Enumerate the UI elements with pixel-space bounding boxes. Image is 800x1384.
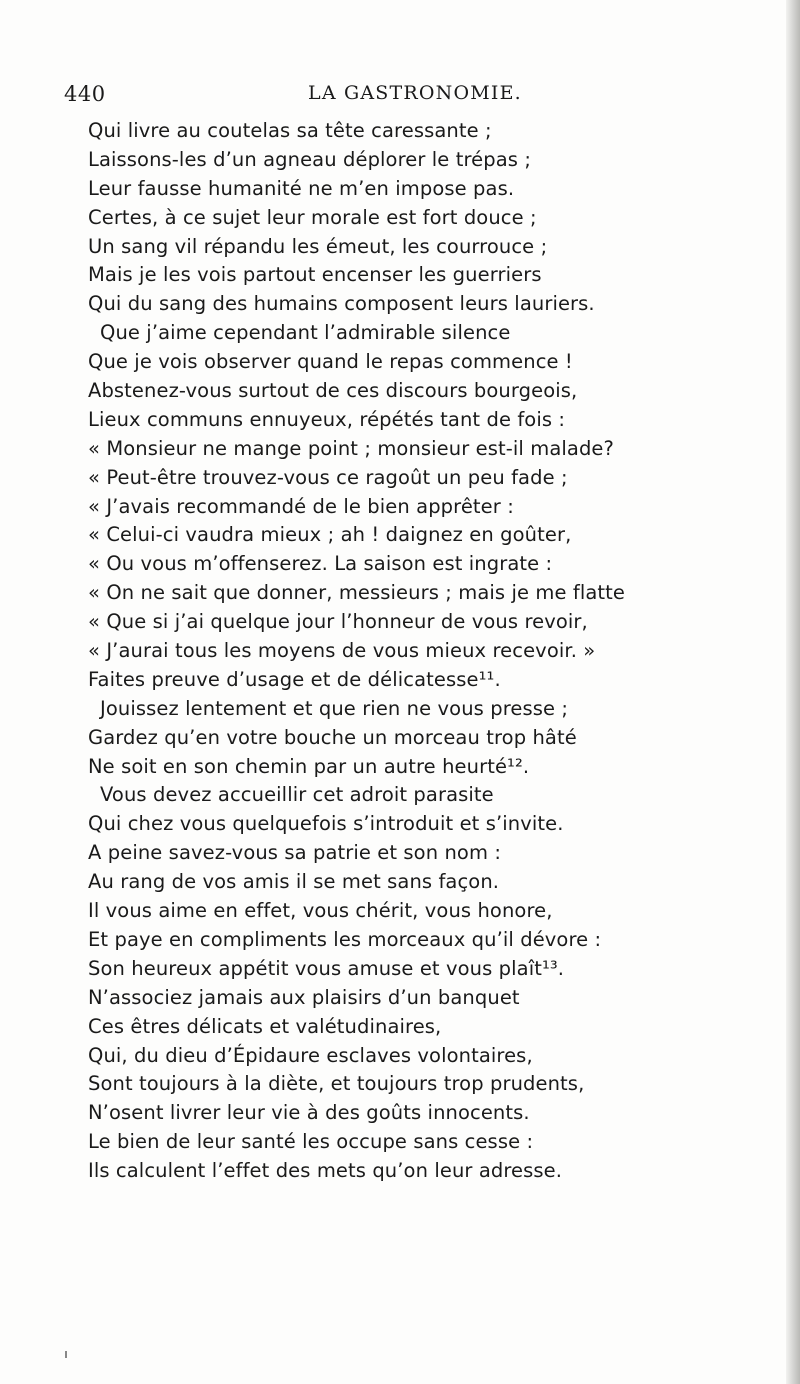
verse-line: Sont toujours à la diète, et toujours trop prudents, bbox=[88, 1072, 585, 1096]
verse-line: Leur fausse humanité ne m’en impose pas. bbox=[88, 176, 515, 200]
verse-line: Ces êtres délicats et valétudinaires, bbox=[88, 1014, 442, 1038]
verse-line: Laissons-les d’un agneau déplorer le trépas ; bbox=[88, 147, 531, 171]
verse-line: Jouissez lentement et que rien ne vous presse ; bbox=[100, 696, 569, 720]
page-number: 440 bbox=[64, 82, 106, 106]
verse-line: Au rang de vos amis il se met sans façon. bbox=[88, 870, 500, 894]
verse-line: Que je vois observer quand le repas commence ! bbox=[88, 350, 573, 374]
verse-line: N’osent livrer leur vie à des goûts innocents. bbox=[88, 1101, 530, 1125]
page-header bbox=[64, 82, 704, 110]
verse-line: « Celui-ci vaudra mieux ; ah ! daignez en goûter, bbox=[88, 523, 572, 547]
verse-line: Un sang vil répandu les émeut, les courrouce ; bbox=[88, 234, 548, 258]
verse-line: N’associez jamais aux plaisirs d’un banquet bbox=[88, 985, 520, 1009]
verse-line: Certes, à ce sujet leur morale est fort douce ; bbox=[88, 205, 537, 229]
verse-line: Qui livre au coutelas sa tête caressante ; bbox=[88, 119, 492, 142]
verse-line: Ils calculent l’effet des mets qu’on leur adresse. bbox=[88, 1159, 563, 1183]
verse-line: Ne soit en son chemin par un autre heurté¹². bbox=[88, 754, 530, 778]
verse-line: « Ou vous m’offenserez. La saison est ingrate : bbox=[88, 552, 553, 576]
verse-line: Il vous aime en effet, vous chérit, vous honore, bbox=[88, 899, 553, 923]
verse-line: Lieux communs ennuyeux, répétés tant de fois : bbox=[88, 407, 566, 431]
verse-line: Abstenez-vous surtout de ces discours bourgeois, bbox=[88, 379, 578, 403]
verse-line: « On ne sait que donner, messieurs ; mais je me flatte bbox=[88, 581, 626, 605]
verse-line: Et paye en compliments les morceaux qu’il dévore : bbox=[88, 927, 602, 951]
verse-line: Mais je les vois partout encenser les guerriers bbox=[88, 263, 542, 287]
verse-line: Qui du sang des humains composent leurs lauriers. bbox=[88, 292, 595, 316]
verse-line: Son heureux appétit vous amuse et vous plaît¹³. bbox=[88, 956, 565, 980]
verse-line: « Peut-être trouvez-vous ce ragoût un peu fade ; bbox=[88, 465, 568, 489]
verse-line: « J’avais recommandé de le bien apprêter : bbox=[88, 494, 514, 518]
verse-line: « Monsieur ne mange point ; monsieur est-il malade? bbox=[88, 436, 614, 460]
verse-line: Gardez qu’en votre bouche un morceau trop hâté bbox=[88, 725, 577, 749]
verse-line: Faites preuve d’usage et de délicatesse¹¹. bbox=[88, 667, 501, 691]
verse-line: A peine savez-vous sa patrie et son nom : bbox=[88, 841, 502, 865]
verse-line: Que j’aime cependant l’admirable silence bbox=[100, 321, 511, 345]
verse-line: Qui chez vous quelquefois s’introduit et s’invite. bbox=[88, 812, 564, 836]
poem-text bbox=[88, 117, 728, 1186]
page-edge-shadow bbox=[786, 0, 800, 1384]
running-title: LA GASTRONOMIE. bbox=[308, 82, 522, 104]
verse-line: « J’aurai tous les moyens de vous mieux recevoir. » bbox=[88, 639, 596, 663]
page-mark bbox=[65, 1351, 67, 1358]
verse-line: Qui, du dieu d’Épidaure esclaves volontaires, bbox=[88, 1043, 533, 1067]
verse-line: Vous devez accueillir cet adroit parasite bbox=[100, 783, 494, 807]
verse-line: Le bien de leur santé les occupe sans cesse : bbox=[88, 1130, 534, 1154]
verse-line: « Que si j’ai quelque jour l’honneur de vous revoir, bbox=[88, 610, 588, 634]
